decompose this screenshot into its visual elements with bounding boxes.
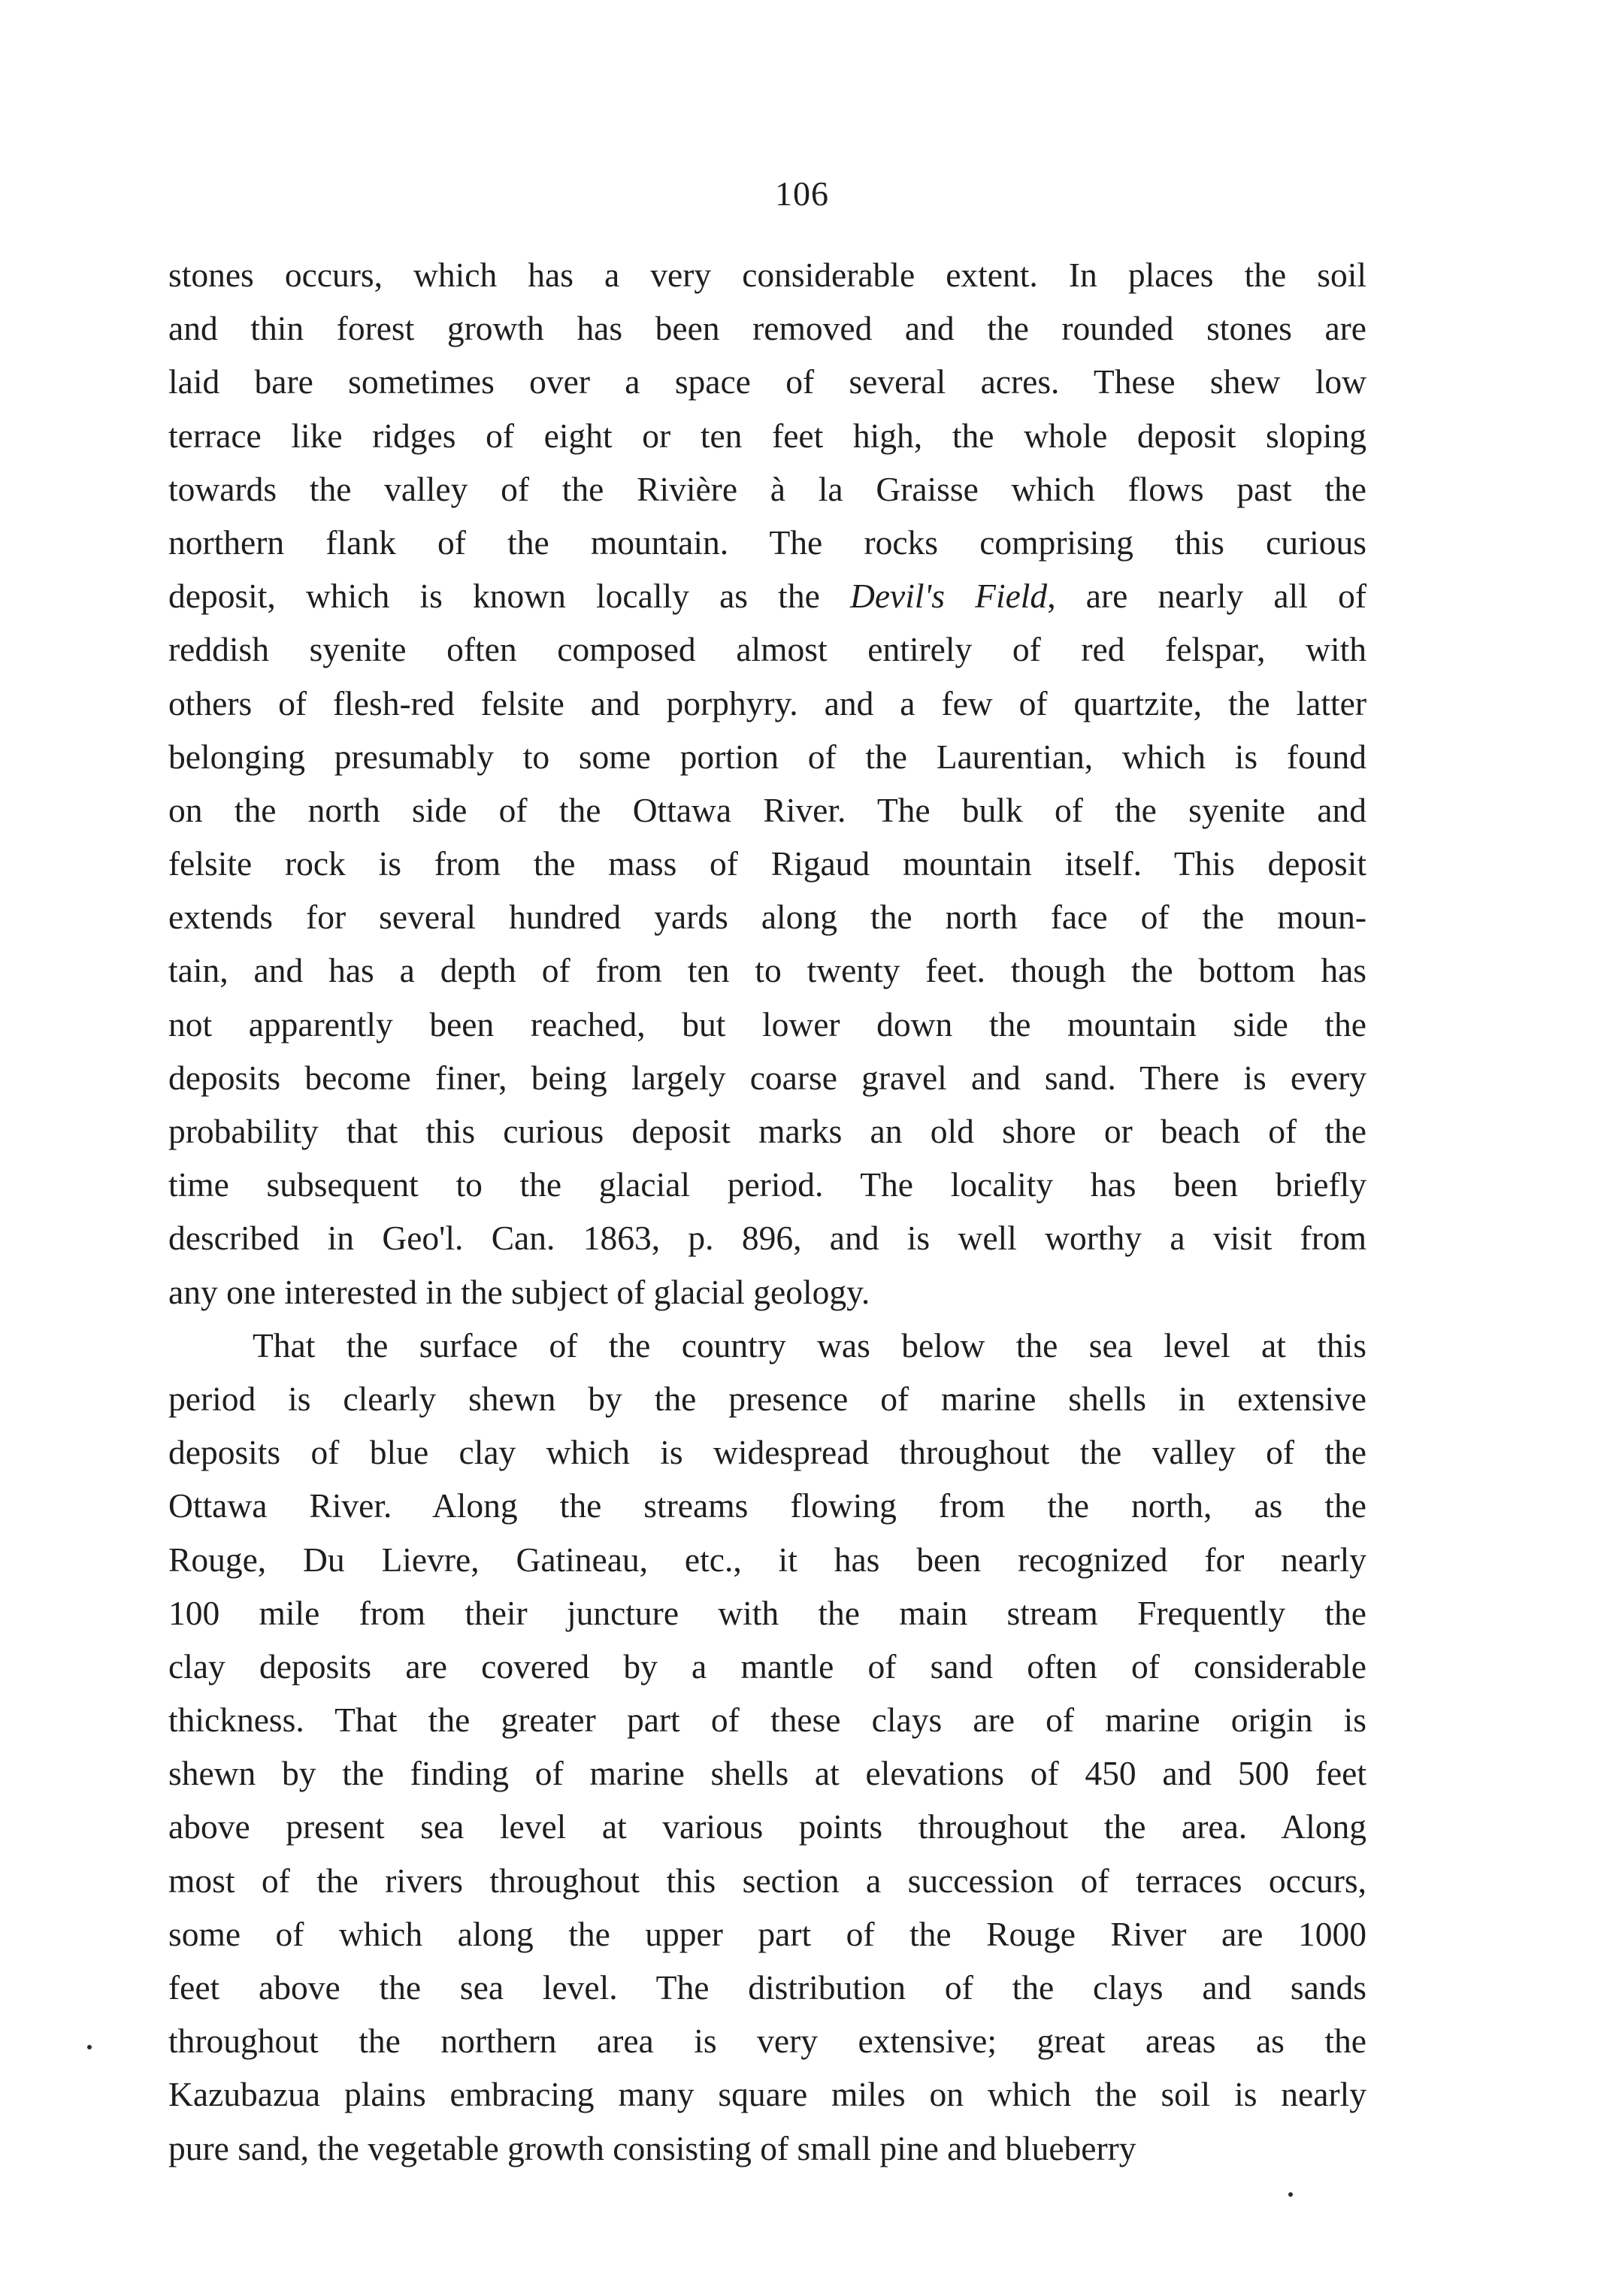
stray-ink-mark <box>1288 2192 1293 2197</box>
text-line: laid bare sometimes over a space of several acres. These shew low <box>168 362 1366 401</box>
text-line: time subsequent to the glacial period. The locality has been briefly <box>168 1165 1366 1204</box>
text-line: period is clearly shewn by the presence of marine shells in extensive <box>168 1379 1366 1418</box>
text-line: Kazubazua plains embracing many square miles on which the soil is nearly <box>168 2075 1366 2114</box>
text-line: above present sea level at various points throughout the area. Along <box>168 1807 1366 1846</box>
text-line: others of flesh-red felsite and porphyry. and a few of quartzite, the latter <box>168 683 1366 722</box>
text-line: described in Geo'l. Can. 1863, p. 896, and is well worthy a visit from <box>168 1219 1366 1258</box>
text-line: pure sand, the vegetable growth consisting of small pine and blueberry <box>168 2128 1136 2167</box>
text-line: stones occurs, which has a very considerable extent. In places the soil <box>168 256 1366 294</box>
paragraph <box>168 248 1366 1319</box>
text-line: probability that this curious deposit marks an old shore or beach of the <box>168 1112 1366 1150</box>
text-line: northern flank of the mountain. The rocks comprising this curious <box>168 523 1366 562</box>
text-line: on the north side of the Ottawa River. The bulk of the syenite and <box>168 790 1366 829</box>
text-line: belonging presumably to some portion of the Laurentian, which is found <box>168 737 1366 776</box>
text-line: deposits of blue clay which is widespread throughout the valley of the <box>168 1433 1366 1472</box>
text-line: most of the rivers throughout this section a succession of terraces occurs, <box>168 1861 1366 1900</box>
text-line: terrace like ridges of eight or ten feet high, the whole deposit sloping <box>168 416 1366 455</box>
body-text <box>168 248 1366 2175</box>
page-number: 106 <box>775 174 829 213</box>
text-line: extends for several hundred yards along the north face of the moun- <box>168 898 1366 937</box>
text-line: feet above the sea level. The distribution of the clays and sands <box>168 1968 1366 2007</box>
text-line: 100 mile from their juncture with the main stream Frequently the <box>168 1593 1366 1632</box>
text-line: thickness. That the greater part of these clays are of marine origin is <box>168 1701 1366 1740</box>
stray-ink-mark <box>87 2045 92 2049</box>
text-line: clay deposits are covered by a mantle of sand often of considerable <box>168 1646 1366 1686</box>
text-line: That the surface of the country was below the sea level at this <box>253 1325 1366 1365</box>
text-line: Ottawa River. Along the streams flowing from the north, as the <box>168 1486 1366 1525</box>
text-line: Rouge, Du Lievre, Gatineau, etc., it has been recognized for nearly <box>168 1540 1366 1579</box>
text-line: tain, and has a depth of from ten to twenty feet. though the bottom has <box>168 951 1366 990</box>
place-name-italic: Devil's Field <box>849 577 1048 616</box>
paragraph <box>168 1319 1366 2175</box>
text-line: deposits become finer, being largely coarse gravel and sand. There is every <box>168 1058 1366 1097</box>
text-line: throughout the northern area is very extensive; great areas as the <box>168 2022 1366 2061</box>
text-line: towards the valley of the Rivière à la Graisse which flows past the <box>168 469 1366 508</box>
text-line: and thin forest growth has been removed and the rounded stones are <box>168 309 1366 348</box>
text-line: not apparently been reached, but lower down the mountain side the <box>168 1004 1366 1043</box>
text-line: any one interested in the subject of glacial geology. <box>168 1272 870 1311</box>
text-line: felsite rock is from the mass of Rigaud mountain itself. This deposit <box>168 844 1366 883</box>
text-line: deposit, which is known locally as the Devil's Field, are nearly all of <box>168 577 1366 616</box>
text-line: reddish syenite often composed almost entirely of red felspar, with <box>168 630 1366 669</box>
text-line: shewn by the finding of marine shells at elevations of 450 and 500 feet <box>168 1754 1366 1793</box>
text-line: some of which along the upper part of the Rouge River are 1000 <box>168 1914 1366 1953</box>
